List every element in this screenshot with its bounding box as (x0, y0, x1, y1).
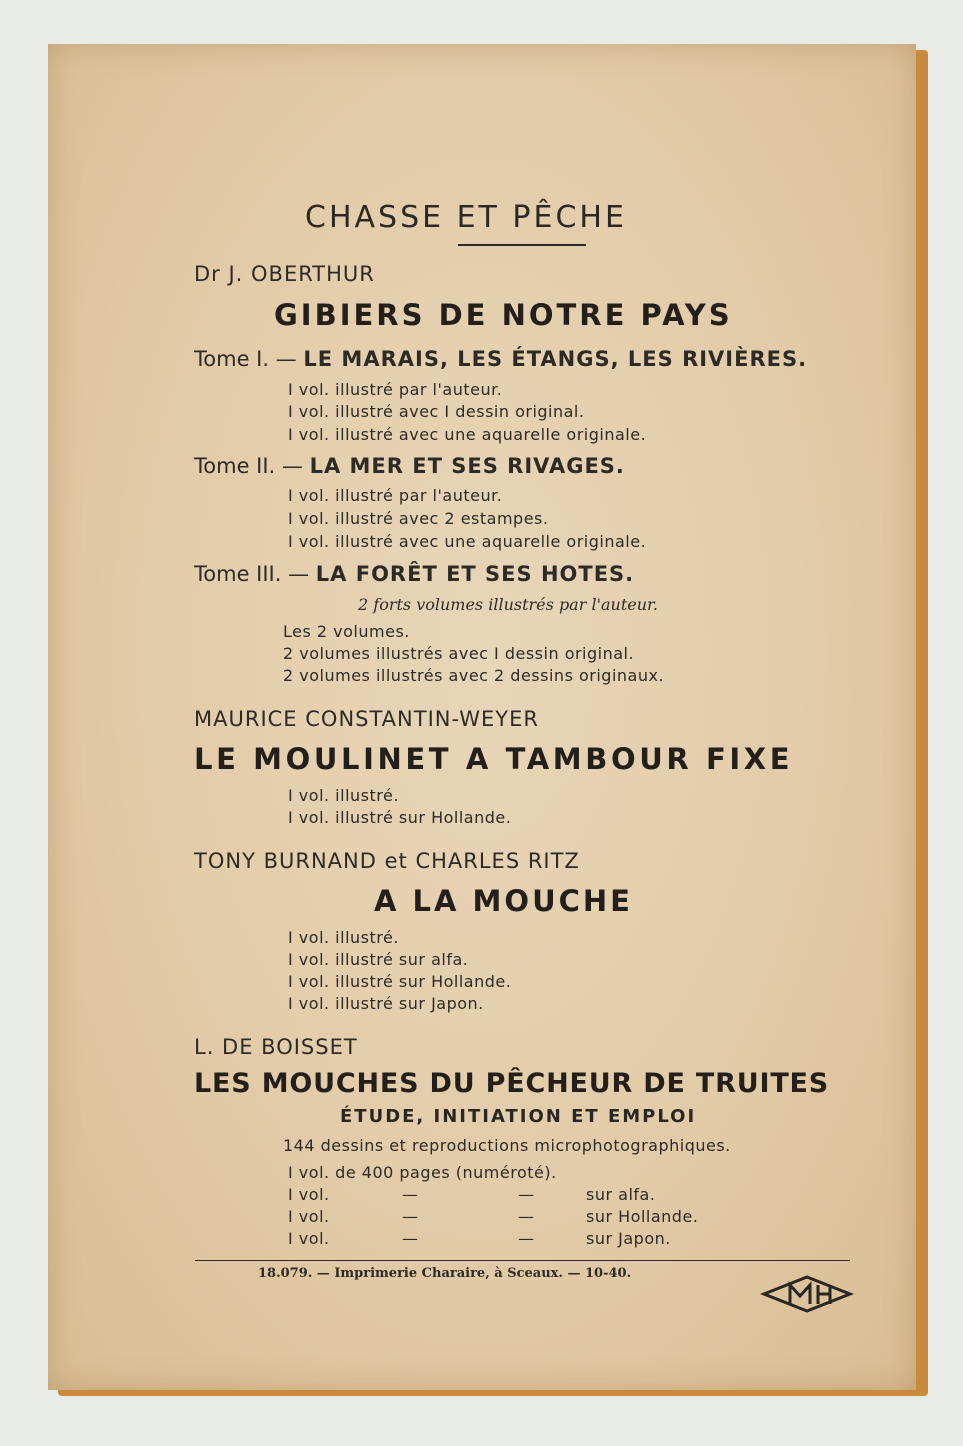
edition-vol: I vol. (288, 1207, 330, 1226)
edition-vol: I vol. (288, 1229, 330, 1248)
tome-1-heading (194, 347, 807, 371)
edition-line: I vol. illustré. (288, 928, 399, 947)
edition-line: I vol. illustré avec 2 estampes. (288, 509, 549, 528)
book-title-gibiers: GIBIERS DE NOTRE PAYS (274, 298, 733, 332)
tome-1-label: Tome I. — (194, 347, 297, 371)
edition-line: I vol. illustré par l'auteur. (288, 380, 503, 399)
edition-line: I vol. illustré. (288, 786, 399, 805)
ditto-dash: — (518, 1185, 535, 1204)
author-joiner: et (384, 849, 408, 873)
ditto-dash: — (518, 1207, 535, 1226)
tome-3-title: LA FORÊT ET SES HOTES. (315, 562, 635, 586)
edition-line: 2 volumes illustrés avec I dessin original. (283, 644, 635, 663)
section-title: CHASSE ET PÊCHE (305, 200, 627, 235)
tome-2-title: LA MER ET SES RIVAGES. (309, 454, 625, 478)
tome-2-heading (194, 454, 625, 478)
printer-line: 18.079. — Imprimerie Charaire, à Sceaux. — 10-40. (258, 1266, 632, 1281)
edition-line: I vol. de 400 pages (numéroté). (288, 1163, 557, 1182)
ditto-dash: — (402, 1185, 419, 1204)
title-underline (458, 244, 586, 246)
ditto-dash: — (518, 1229, 535, 1248)
authors-burnand-ritz (194, 849, 580, 873)
tome-3-heading (194, 562, 634, 586)
tome-2-label: Tome II. — (194, 454, 303, 478)
edition-line: I vol. illustré avec une aquarelle originale. (288, 425, 647, 444)
author-boisset: L. DE BOISSET (194, 1035, 358, 1059)
author-burnand: TONY BURNAND (194, 849, 377, 873)
edition-line: I vol. illustré sur Hollande. (288, 808, 512, 827)
edition-paper: sur Japon. (586, 1229, 671, 1248)
edition-line: I vol. illustré avec une aquarelle originale. (288, 532, 647, 551)
edition-vol: I vol. (288, 1185, 330, 1204)
edition-line: I vol. illustré sur alfa. (288, 950, 469, 969)
tome-3-note: 2 forts volumes illustrés par l'auteur. (358, 595, 658, 614)
book-subtitle: ÉTUDE, INITIATION ET EMPLOI (340, 1106, 697, 1127)
ditto-dash: — (402, 1229, 419, 1248)
book-title-moulinet: LE MOULINET A TAMBOUR FIXE (194, 742, 794, 776)
tome-3-label: Tome III. — (194, 562, 310, 586)
edition-paper: sur Hollande. (586, 1207, 699, 1226)
edition-line: I vol. illustré avec I dessin original. (288, 402, 585, 421)
edition-line: I vol. illustré par l'auteur. (288, 486, 503, 505)
author-oberthur: Dr J. OBERTHUR (194, 262, 375, 286)
edition-line: I vol. illustré sur Hollande. (288, 972, 512, 991)
ditto-dash: — (402, 1207, 419, 1226)
author-ritz: CHARLES RITZ (415, 849, 580, 873)
edition-line: I vol. illustré sur Japon. (288, 994, 484, 1013)
edition-paper: sur alfa. (586, 1185, 656, 1204)
footer-rule (195, 1260, 850, 1261)
publisher-logo-icon (760, 1274, 854, 1314)
book-title-mouche: A LA MOUCHE (374, 884, 633, 918)
edition-line: 2 volumes illustrés avec 2 dessins originaux. (283, 666, 665, 685)
book-title-truites: LES MOUCHES DU PÊCHEUR DE TRUITES (194, 1068, 830, 1099)
book-description: 144 dessins et reproductions microphotographiques. (283, 1136, 731, 1155)
author-constantin-weyer: MAURICE CONSTANTIN-WEYER (194, 707, 539, 731)
edition-line: Les 2 volumes. (283, 622, 410, 641)
tome-1-title: LE MARAIS, LES ÉTANGS, LES RIVIÈRES. (303, 347, 808, 371)
